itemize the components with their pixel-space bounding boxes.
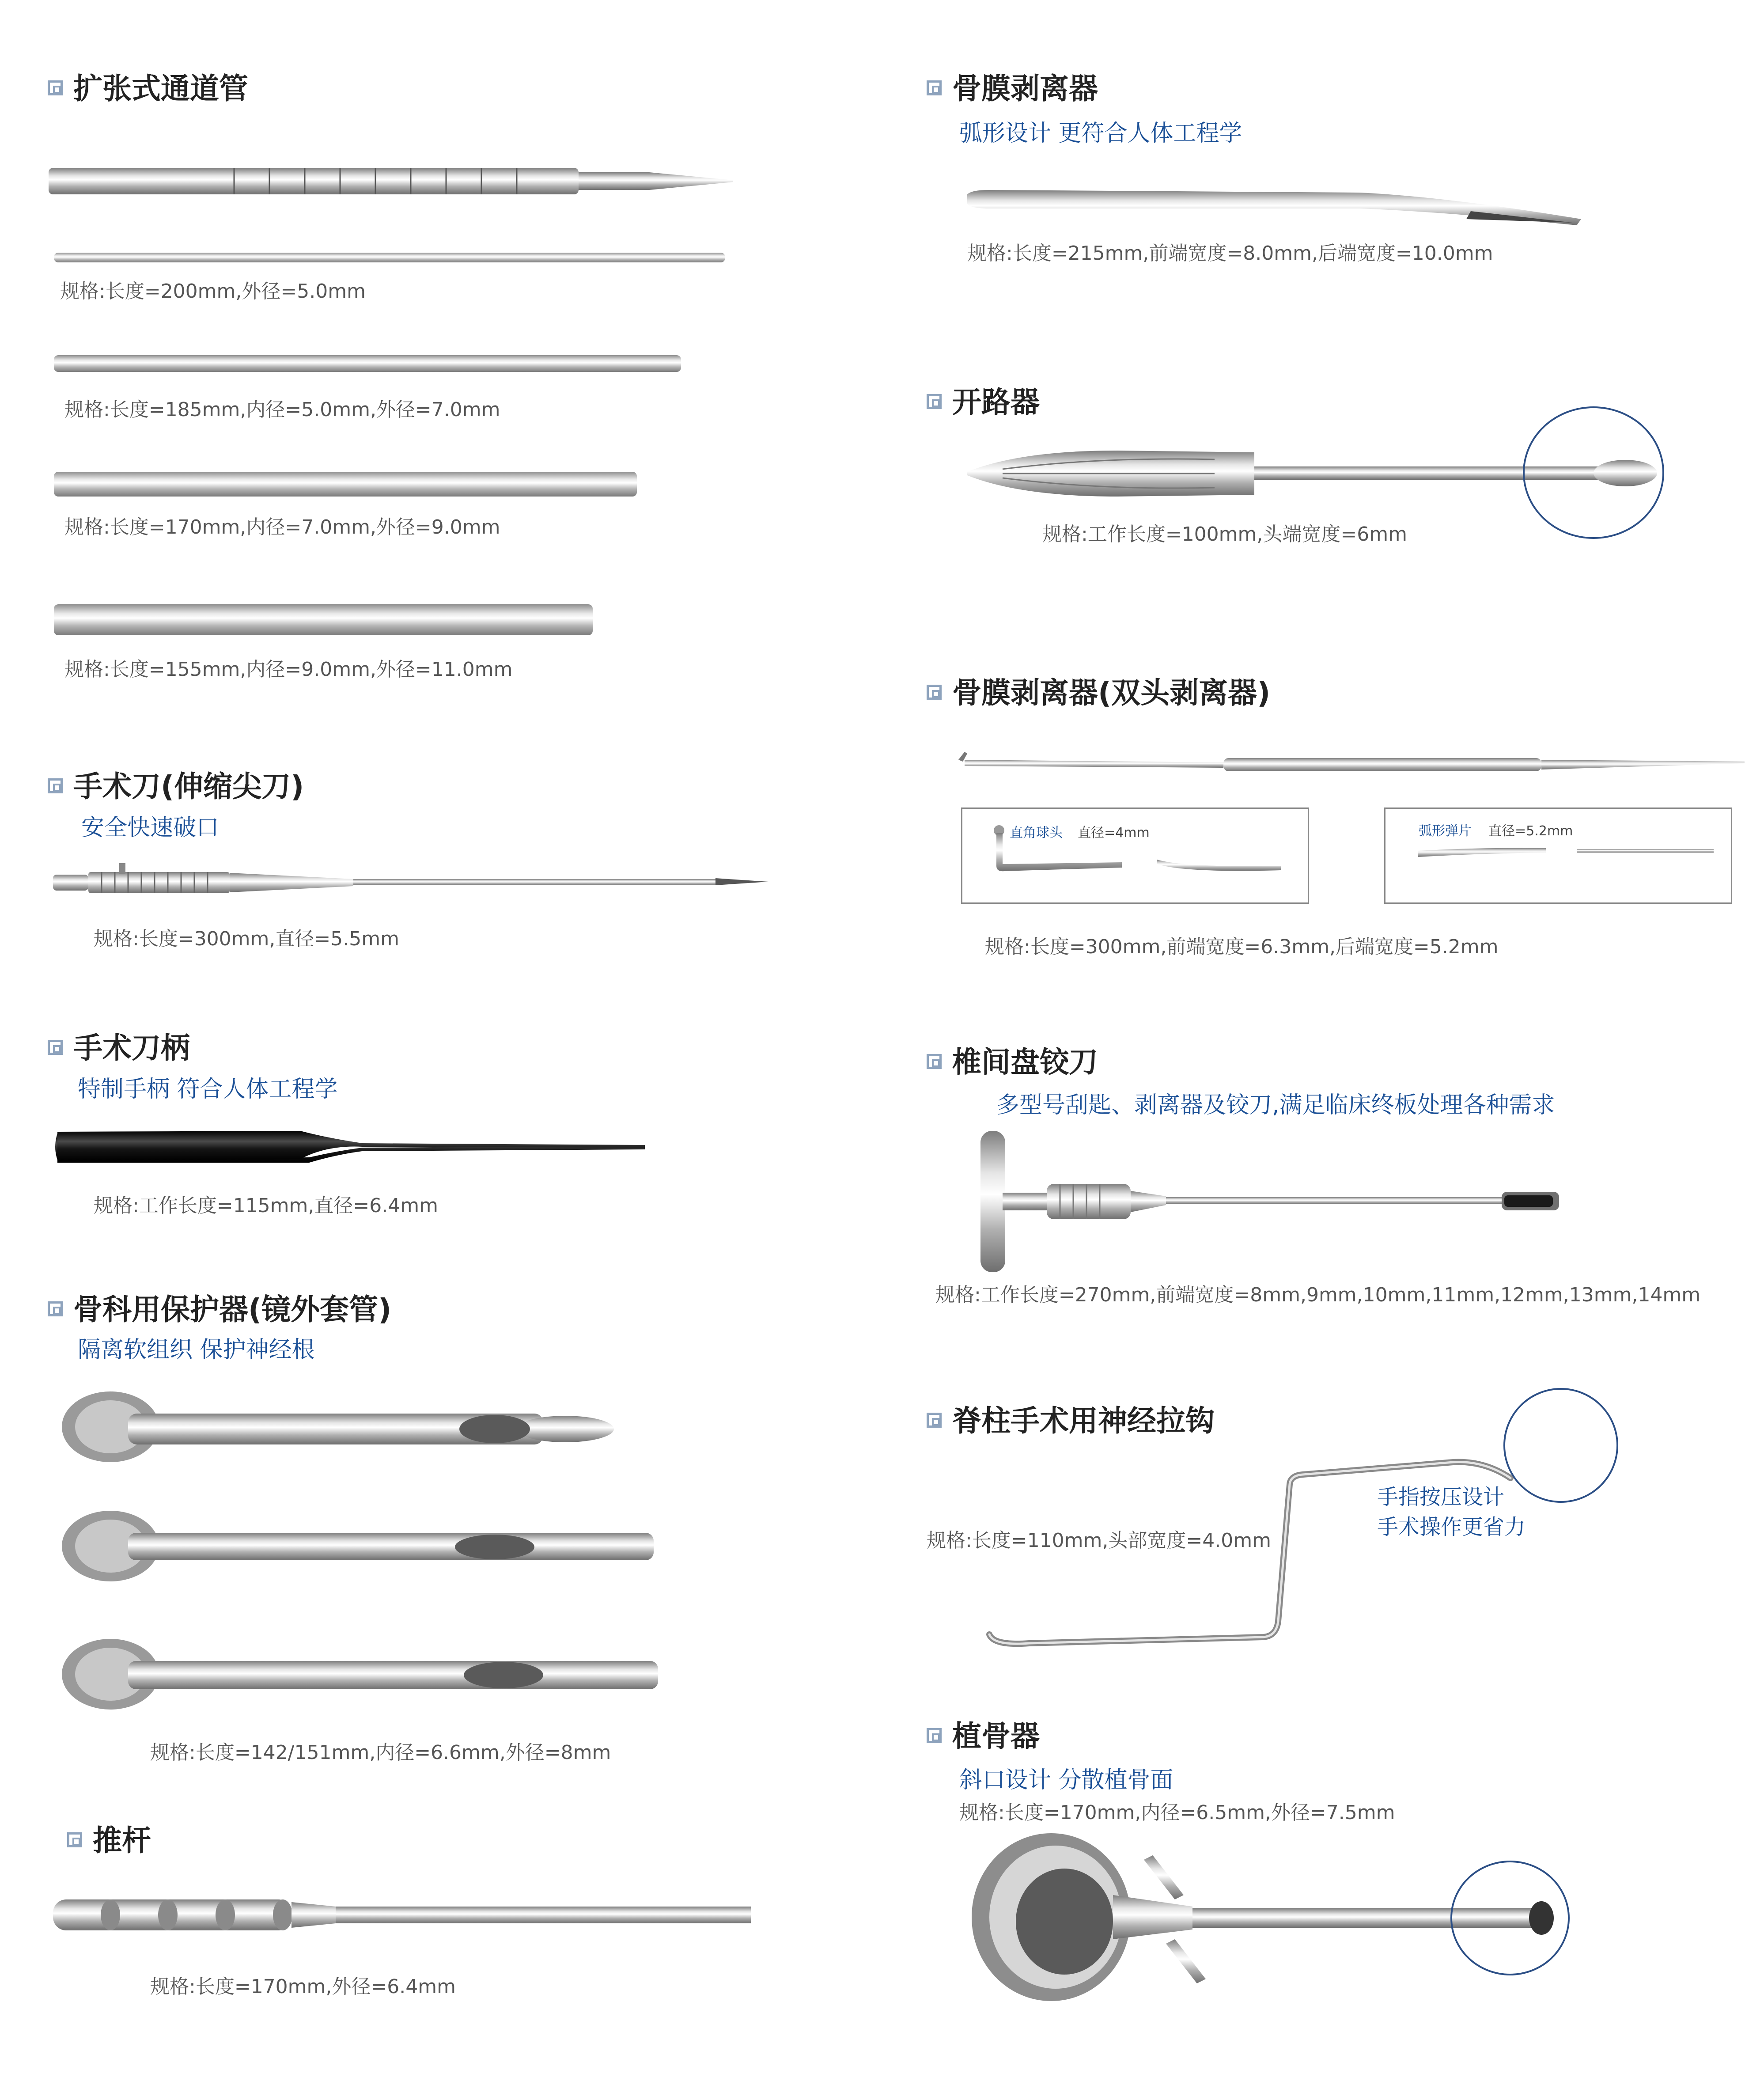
periosteal-subtitle: 弧形设计 更符合人体工程学 <box>959 120 1242 147</box>
dilator-rod-2 <box>54 355 681 372</box>
section-title-opener: 开路器 <box>927 388 1040 417</box>
square-bullet-icon <box>927 394 942 409</box>
disc-reamer-image <box>972 1126 1572 1277</box>
graft-tip-highlight-circle <box>1450 1861 1570 1975</box>
dilator-rod-3 <box>54 472 637 497</box>
double-elevator-spec: 规格:长度=300mm,前端宽度=6.3mm,后端宽度=5.2mm <box>985 936 1499 958</box>
square-bullet-icon <box>48 1301 63 1316</box>
section-title-knife: 手术刀(伸缩尖刀) <box>48 772 304 801</box>
box1-label: 直角球头 <box>1010 825 1063 841</box>
opener-tip-highlight-circle <box>1523 406 1664 539</box>
protector-spec: 规格:长度=142/151mm,内径=6.6mm,外径=8mm <box>150 1741 611 1764</box>
box2-label: 弧形弹片 <box>1419 823 1472 839</box>
curved-blade-detail-image <box>1413 839 1722 866</box>
protector-subtitle: 隔离软组织 保护神经根 <box>78 1337 315 1363</box>
box2-size: 直径=5.2mm <box>1488 823 1573 839</box>
nerve-hook-spec: 规格:长度=110mm,头部宽度=4.0mm <box>927 1529 1271 1552</box>
section-title-disc-reamer: 椎间盘铰刀 <box>927 1048 1098 1077</box>
dilator-rod-4 <box>54 604 593 635</box>
dilator-tube-image <box>49 159 738 203</box>
protector-cannula-3-image <box>53 1626 680 1727</box>
square-bullet-icon <box>927 1054 942 1069</box>
knife-handle-image <box>53 1120 654 1173</box>
square-bullet-icon <box>927 685 942 700</box>
dilator-spec-2: 规格:长度=185mm,内径=5.0mm,外径=7.0mm <box>64 398 500 421</box>
pusher-rod-image <box>53 1891 760 1939</box>
square-bullet-icon <box>927 1413 942 1428</box>
square-bullet-icon <box>67 1832 82 1847</box>
opener-spec: 规格:工作长度=100mm,头端宽度=6mm <box>1042 523 1407 546</box>
hook-tip-highlight-circle <box>1503 1388 1618 1503</box>
nerve-hook-callout-1: 手指按压设计 <box>1377 1485 1505 1509</box>
box1-size: 直径=4mm <box>1078 825 1150 841</box>
knife-handle-spec: 规格:工作长度=115mm,直径=6.4mm <box>94 1194 438 1217</box>
section-title-periosteal: 骨膜剥离器 <box>927 74 1098 103</box>
knife-subtitle: 安全快速破口 <box>81 815 220 841</box>
square-bullet-icon <box>927 80 942 95</box>
section-title-dilator: 扩张式通道管 <box>48 74 248 103</box>
square-bullet-icon <box>48 1040 63 1055</box>
section-title-pusher: 推杆 <box>67 1826 151 1855</box>
pusher-spec: 规格:长度=170mm,外径=6.4mm <box>150 1975 456 1998</box>
section-title-bone-graft: 植骨器 <box>927 1722 1040 1751</box>
square-bullet-icon <box>48 778 63 793</box>
retractable-knife-image <box>53 857 777 901</box>
bone-graft-subtitle: 斜口设计 分散植骨面 <box>959 1767 1173 1793</box>
periosteal-elevator-image <box>963 177 1590 230</box>
protector-cannula-2-image <box>53 1506 662 1604</box>
section-title-knife-handle: 手术刀柄 <box>48 1034 190 1063</box>
dilator-spec-3: 规格:长度=170mm,内径=7.0mm,外径=9.0mm <box>64 516 500 538</box>
protector-cannula-1-image <box>53 1387 662 1484</box>
dilator-spec-4: 规格:长度=155mm,内径=9.0mm,外径=11.0mm <box>64 658 513 681</box>
bone-graft-spec: 规格:长度=170mm,内径=6.5mm,外径=7.5mm <box>959 1801 1395 1824</box>
dilator-rod-1 <box>54 253 725 262</box>
disc-reamer-subtitle: 多型号刮匙、剥离器及铰刀,满足临床终板处理各种需求 <box>996 1092 1555 1118</box>
square-bullet-icon <box>927 1728 942 1743</box>
square-bullet-icon <box>48 80 63 95</box>
dilator-spec-1: 规格:长度=200mm,外径=5.0mm <box>60 280 366 303</box>
knife-handle-subtitle: 特制手柄 符合人体工程学 <box>78 1076 338 1103</box>
section-title-double-elevator: 骨膜剥离器(双头剥离器) <box>927 679 1270 708</box>
knife-spec: 规格:长度=300mm,直径=5.5mm <box>94 928 399 950</box>
disc-reamer-spec: 规格:工作长度=270mm,前端宽度=8mm,9mm,10mm,11mm,12mm,13mm,14mm <box>935 1284 1701 1306</box>
section-title-nerve-hook: 脊柱手术用神经拉钩 <box>927 1406 1215 1436</box>
nerve-hook-callout-2: 手术操作更省力 <box>1377 1515 1526 1539</box>
ball-tip-detail-image <box>989 822 1298 883</box>
periosteal-spec: 规格:长度=215mm,前端宽度=8.0mm,后端宽度=10.0mm <box>967 242 1493 265</box>
section-title-protector: 骨科用保护器(镜外套管) <box>48 1295 391 1324</box>
double-elevator-image <box>958 747 1753 782</box>
